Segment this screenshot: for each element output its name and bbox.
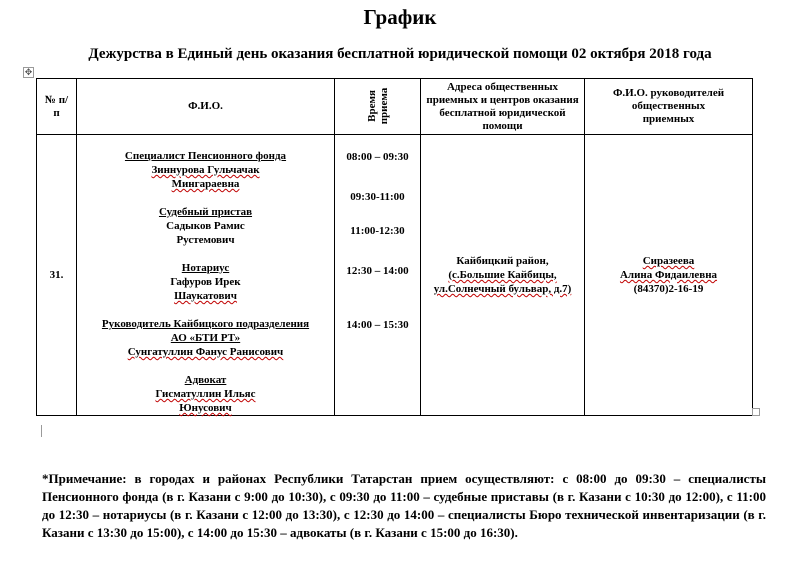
time-slot: 09:30-11:00 — [350, 191, 405, 203]
text-cursor — [41, 425, 42, 437]
time-slot: 08:00 – 09:30 — [346, 151, 409, 163]
table-resize-handle[interactable] — [752, 408, 760, 416]
table-move-handle-icon[interactable]: ✥ — [24, 67, 33, 77]
footnote: *Примечание: в городах и районах Республики Татарстан прием осуществляют: с 08:00 до 09:30 – специалисты Пенсионного фонда (в г. Казани с 9:00 до 10:30), с 09:30 до 11:00 – судебные приставы (в г. Казани с 10:30 до 12:00), с 11:00 до 12:30 – нотариусы (в г. Казани с 12:00 до 13:30), с 12:30 до 14:00 – специалисты Бюро технической инвентаризации (в г. Казани с 13:30 до 15:00), с 14:00 до 15:30 – адвокаты (в г. Казани с 15:00 до 16:30). — [42, 471, 766, 540]
document-title: График — [363, 5, 437, 29]
time-slot: 12:30 – 14:00 — [346, 265, 409, 277]
time-slot: 11:00-12:30 — [350, 225, 405, 237]
specialist-lawyer: Адвокат Гисматуллин Ильяс Юнусович — [155, 374, 256, 414]
specialist-bti: Руководитель Кайбицкого подразделения АО «БТИ РТ» Сунгатуллин Фанус Ранисович — [101, 318, 310, 358]
schedule-table — [36, 78, 753, 416]
header-time: Время приема — [335, 79, 421, 135]
header-num: № п/п — [37, 79, 77, 135]
specialist-notary: Нотариус Гафуров Ирек Шаукатович — [170, 262, 241, 302]
specialists-cell — [77, 135, 335, 416]
table-row — [37, 135, 753, 416]
document-subtitle: Дежурства в Единый день оказания бесплатной юридической помощи 02 октября 2018 года — [88, 46, 712, 62]
specialist-bailiff: Судебный пристав Садыков Рамис Рустемович — [158, 206, 253, 246]
header-heads: Ф.И.О. руководителей общественных приемных — [585, 79, 753, 135]
header-name: Ф.И.О. — [77, 79, 335, 135]
time-slot: 14:00 – 15:30 — [346, 319, 409, 331]
table-header-row — [37, 79, 753, 135]
header-address: Адреса общественных приемных и центров оказания бесплатной юридической помощи — [421, 79, 585, 135]
times-cell — [335, 135, 421, 416]
row-num: 31. — [37, 135, 77, 416]
address-cell: Кайбицкий район, (с.Большие Кайбицы, ул.Солнечный бульвар, д.7) — [421, 135, 585, 416]
specialist-pfr: Специалист Пенсионного фонда Зиннурова Гульчачак Мингараевна — [124, 150, 287, 190]
head-cell: Сиразеева Алина Фидаилевна (84370)2-16-19 — [585, 135, 753, 416]
